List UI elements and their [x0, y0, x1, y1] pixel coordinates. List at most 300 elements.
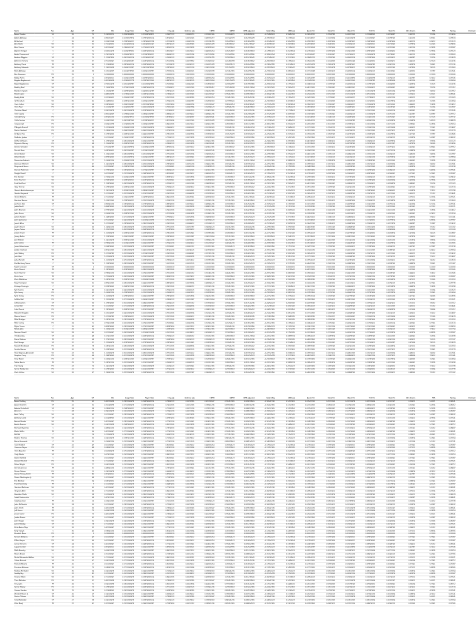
table-cell: C — [34, 553, 54, 556]
table-cell: 0.0805412 — [315, 500, 335, 503]
table-cell: SF — [34, 202, 54, 205]
table-cell: 0.95012365 — [215, 427, 235, 430]
table-cell: -0.19125478 — [255, 206, 275, 209]
table-cell: 0.03241236 — [295, 282, 315, 285]
row-label: Derrick Rose — [14, 149, 34, 152]
table-cell: 0.02212365 — [295, 440, 315, 443]
table-cell: 0.0236874 — [375, 183, 395, 186]
table-cell: 0.009987456 — [235, 503, 255, 506]
table-cell: 0.7874563 — [155, 467, 175, 470]
table-cell: 0.011012365 — [235, 123, 255, 126]
table-cell: 0.13012365 — [355, 130, 375, 133]
table-cell: 0.1025412 — [315, 490, 335, 493]
table-cell: 7.5012 — [416, 226, 436, 229]
table-cell: 0.18012365478 — [134, 222, 154, 225]
row-label: OG Anunoby — [14, 335, 34, 338]
table-cell: 0.41236547 — [195, 513, 215, 516]
table-cell: 0.1327412 — [315, 163, 335, 166]
table-cell: 0.53012365 — [195, 362, 215, 365]
table-cell: 4.9874 — [416, 417, 436, 420]
table-cell: 0.1654789 — [275, 40, 295, 43]
table-cell: 0.52541236 — [195, 199, 215, 202]
table-cell: 79 — [74, 169, 94, 172]
table-cell: 0.35412 — [396, 596, 416, 599]
row-label: Jonas Valanciunas — [14, 246, 34, 249]
table-cell: 0.99874563 — [94, 209, 114, 212]
table-cell: 0.48874 — [396, 262, 416, 265]
table-cell: 0.09987 — [436, 47, 456, 50]
table-cell: 1.13254789 — [94, 90, 114, 93]
table-cell: 0.0035874 — [175, 206, 195, 209]
table-cell: 27 — [54, 103, 74, 106]
table-cell: 7.5874 — [416, 139, 436, 142]
table-cell: 0.0230874 — [375, 232, 395, 235]
table-cell: 32 — [54, 216, 74, 219]
table-cell: 0.11023 — [436, 183, 456, 186]
table-cell: 60 — [74, 255, 94, 258]
table-cell: 47 — [74, 232, 94, 235]
table-cell: 0.09321 — [436, 460, 456, 463]
table-cell: 34 — [54, 322, 74, 325]
table-cell: PG — [34, 365, 54, 368]
table-cell: 0.1587456 — [275, 43, 295, 46]
table-cell: 0.0018745 — [175, 400, 195, 403]
table-cell: 7.4365 — [416, 295, 436, 298]
row-label: Jevon Carter — [14, 513, 34, 516]
table-cell: 0.1238745 — [315, 285, 335, 288]
table-cell: 26 — [54, 289, 74, 292]
table-cell: 1.21456398 — [215, 60, 235, 63]
table-cell: 0.1336541 — [315, 86, 335, 89]
table-cell: 0.1712365478 — [114, 305, 134, 308]
table-cell: -0.21241236 — [255, 252, 275, 255]
table-cell: 0.1826541 — [275, 209, 295, 212]
table-cell: 1.25874563 — [215, 252, 235, 255]
table-cell: 0.17874563214 — [134, 450, 154, 453]
table-cell: 0.39012 — [396, 460, 416, 463]
table-cell: 0.91236547 — [94, 332, 114, 335]
table-cell: 0.02487456 — [295, 487, 315, 490]
table-cell: 7.0874 — [416, 209, 436, 212]
table-cell: 0.0156541 — [375, 583, 395, 586]
table-cell: 72 — [74, 457, 94, 460]
table-cell: 0.1725412 — [275, 156, 295, 159]
table-cell: 0.98541236 — [94, 242, 114, 245]
table-cell: 0.15874563214 — [134, 404, 154, 407]
table-cell: 0.09123654 — [355, 400, 375, 403]
table-cell: 0.2812365478 — [114, 163, 134, 166]
table-cell: 0.2541236987 — [114, 236, 134, 239]
table-cell: 0.03725412 — [295, 289, 315, 292]
table-cell: 0.12387456 — [355, 285, 375, 288]
table-cell: 1.32874563 — [215, 216, 235, 219]
table-cell: 0.04563214 — [335, 70, 355, 73]
row-label: Jakob Poeltl — [14, 206, 34, 209]
table-cell: 0.1832145 — [275, 305, 295, 308]
table-cell: 0.10921 — [436, 299, 456, 302]
table-cell: 23 — [54, 556, 74, 559]
table-cell: 0.0051987 — [175, 226, 195, 229]
table-cell: 0.05212365 — [335, 328, 355, 331]
table-cell: 0.2032145 — [275, 229, 295, 232]
table-cell: 0.87456321 — [94, 546, 114, 549]
row-label: Jimmy Butler — [14, 236, 34, 239]
table-cell: 0.04587456 — [335, 199, 355, 202]
table-cell: 0.09254123 — [355, 136, 375, 139]
table-cell: 0.11324 — [436, 229, 456, 232]
row-label: Donovan Mitchell — [14, 163, 34, 166]
table-cell: -0.22874563 — [255, 67, 275, 70]
table-cell: SF — [34, 90, 54, 93]
table-cell: 0.010654123 — [235, 457, 255, 460]
table-cell: 0.0016541 — [175, 430, 195, 433]
table-cell: 31 — [54, 166, 74, 169]
table-cell: 0.8412365 — [155, 149, 175, 152]
table-cell: 0.0018745 — [175, 579, 195, 582]
table-cell: 0.0171236 — [375, 123, 395, 126]
table-cell: 0.0991236 — [315, 450, 335, 453]
table-cell: 0.50874563 — [195, 83, 215, 86]
table-cell: 0.34412 — [396, 543, 416, 546]
table-cell: 0.53654123 — [195, 368, 215, 371]
table-cell: 0.014598745 — [235, 315, 255, 318]
row-label: Rodney McGruder — [14, 569, 34, 572]
table-cell: 0.2012365478 — [114, 444, 134, 447]
table-cell: 7.3214 — [416, 57, 436, 60]
table-cell: 1.06541236 — [94, 159, 114, 162]
table-cell: 0.16541236987 — [134, 123, 154, 126]
table-cell: 0.1845236 — [275, 33, 295, 36]
table-cell: 0.03412563 — [335, 50, 355, 53]
table-cell: 0.0159874 — [375, 120, 395, 123]
table-cell: 0.13401236 — [355, 355, 375, 358]
table-cell: 1.24541236 — [215, 242, 235, 245]
table-cell: 0.1398745 — [275, 497, 295, 500]
table-cell: 0.03125478 — [335, 93, 355, 96]
table-cell: 0.08632 — [436, 503, 456, 506]
table-cell: 0.25874563214 — [134, 259, 154, 262]
table-cell: 0.0188745 — [375, 249, 395, 252]
table-cell: 0.26412365987 — [134, 295, 154, 298]
table-cell: 0.04187456 — [295, 365, 315, 368]
table-cell: 0.08674 — [436, 493, 456, 496]
table-cell: -0.22012365 — [255, 159, 275, 162]
table-cell: 26 — [54, 533, 74, 536]
table-cell: 26 — [54, 202, 74, 205]
table-cell: 29 — [54, 96, 74, 99]
table-cell: 66 — [74, 289, 94, 292]
table-cell: 0.1972365 — [275, 216, 295, 219]
table-cell: C — [34, 325, 54, 328]
table-cell: 0.04698745 — [335, 362, 355, 365]
table-cell: 0.0987456 — [315, 173, 335, 176]
table-cell: 0.51365 — [396, 269, 416, 272]
table-cell: 0.09721 — [436, 206, 456, 209]
table-cell: 65 — [74, 216, 94, 219]
table-cell: 0.9712365 — [155, 586, 175, 589]
table-cell: 0.03125478 — [335, 506, 355, 509]
table-cell: 1.13874563 — [215, 249, 235, 252]
table-cell: 27 — [54, 338, 74, 341]
table-cell: 1.35874123 — [215, 63, 235, 66]
table-cell: 0.1712365478 — [114, 506, 134, 509]
table-cell: -0.16542136 — [255, 506, 275, 509]
table-cell: -0.22312365 — [255, 345, 275, 348]
table-cell: 0.13987456 — [355, 269, 375, 272]
table-cell: 0.012987456 — [235, 325, 255, 328]
table-cell: 1.15412365 — [215, 206, 235, 209]
table-cell: 0.03654120 — [295, 33, 315, 36]
table-cell: -0.22741236 — [255, 342, 275, 345]
table-cell: 24 — [54, 90, 74, 93]
table-cell: 55 — [74, 503, 94, 506]
table-cell: 0.19412365987 — [134, 272, 154, 275]
table-cell: 0.04254123 — [295, 239, 315, 242]
table-cell: SF — [34, 543, 54, 546]
table-cell: 0.1912365 — [275, 348, 295, 351]
table-cell: 0.04187456 — [295, 189, 315, 192]
table-cell: 0.02541236 — [295, 400, 315, 403]
table-cell: PG — [34, 322, 54, 325]
table-cell: 0.08632 — [436, 136, 456, 139]
table-cell: 0.0912365 — [315, 93, 335, 96]
table-cell: 0.25012365478 — [134, 345, 154, 348]
table-cell: 7.1412 — [416, 255, 436, 258]
table-cell: 0.03954123 — [295, 232, 315, 235]
table-cell: 0.0000000 — [315, 265, 335, 268]
table-cell: 0.12654123 — [355, 70, 375, 73]
table-cell: 0.0018012 — [175, 497, 195, 500]
table-cell: 26 — [54, 328, 74, 331]
table-cell: 19 — [54, 50, 74, 53]
table-cell: 0.10412 — [436, 103, 456, 106]
table-cell: 0.0847412 — [315, 553, 335, 556]
table-cell: 0.02841236 — [295, 480, 315, 483]
table-cell: 0.0210365 — [375, 103, 395, 106]
table-cell: 0.09874563 — [355, 50, 375, 53]
table-cell: SF — [34, 516, 54, 519]
table-cell: 0.006874563 — [235, 434, 255, 437]
table-cell: 0.011123654 — [235, 480, 255, 483]
table-cell: 0.1612365478 — [114, 434, 134, 437]
table-cell: -0.16412365 — [255, 427, 275, 430]
table-cell: 0.97412365 — [215, 493, 235, 496]
table-cell: 0.21412365987 — [134, 192, 154, 195]
table-cell: 0.52874563 — [195, 292, 215, 295]
table-cell: 0.19874512365 — [134, 80, 154, 83]
table-cell: 0.02154123 — [295, 417, 315, 420]
table-cell: 29 — [54, 249, 74, 252]
table-cell: -0.22712365 — [255, 295, 275, 298]
table-cell: 0.96541236 — [94, 212, 114, 215]
table-row — [14, 603, 476, 606]
table-cell: 0.011123654 — [235, 149, 255, 152]
table-cell: 0.07541236 — [355, 593, 375, 596]
table-cell: 0.1912365 — [275, 130, 295, 133]
table-cell: 0.09123654 — [355, 596, 375, 599]
table-cell: 0.39874 — [396, 176, 416, 179]
table-cell: 0.12365478 — [94, 434, 114, 437]
table-cell: 0.1812365478 — [114, 325, 134, 328]
table-cell: 0.41745 — [396, 116, 416, 119]
table-cell: 0.07012 — [436, 434, 456, 437]
table-cell: 0.0173214 — [375, 149, 395, 152]
table-cell: 0.9654123 — [155, 186, 175, 189]
table-cell: 0.09321 — [436, 556, 456, 559]
table-cell: 0.11456398 — [355, 473, 375, 476]
table-cell: 0.1265412 — [315, 199, 335, 202]
table-cell: 0.04125896 — [335, 546, 355, 549]
table-cell: 0.0174125 — [375, 490, 395, 493]
table-cell: 0.37012 — [396, 447, 416, 450]
row-label: Kelly Olynyk — [14, 530, 34, 533]
table-cell: 0.03254789 — [295, 473, 315, 476]
table-cell: 0.09893 — [436, 325, 456, 328]
table-cell: 0.08541 — [436, 596, 456, 599]
table-cell: 0.11512 — [436, 302, 456, 305]
table-cell: 0.23874563214 — [134, 285, 154, 288]
table-cell: 0.53214789 — [195, 57, 215, 60]
table-cell: 0.10198 — [436, 166, 456, 169]
table-cell: 0.09254123 — [355, 503, 375, 506]
table-cell: 0.31412365987 — [134, 308, 154, 311]
table-cell: 0.1523654 — [275, 50, 295, 53]
row-label: Kyrie Irving — [14, 295, 34, 298]
table-cell: 0.1254123 — [315, 126, 335, 129]
table-cell: 0.00000 — [396, 73, 416, 76]
table-cell: 0.10187 — [436, 179, 456, 182]
table-cell: 0.38541 — [396, 510, 416, 513]
table-cell: 0.0912365 — [315, 513, 335, 516]
table-cell: 0.0140125 — [375, 603, 395, 606]
table-cell: 0.1065412 — [315, 176, 335, 179]
table-cell: 0.0133654 — [375, 569, 395, 572]
table-cell: 32 — [74, 282, 94, 285]
table-cell: 0.22012365478 — [134, 159, 154, 162]
table-cell: 0.1395412 — [315, 302, 335, 305]
table-cell: 0.30874 — [396, 437, 416, 440]
row-label: Keita Bates-Diop — [14, 526, 34, 529]
table-cell: SG — [34, 420, 54, 423]
table-cell: 0.7054123 — [155, 569, 175, 572]
column-header: OBPM — [195, 397, 215, 400]
table-cell: 0.03765412 — [295, 100, 315, 103]
table-cell: 0.0162365 — [375, 566, 395, 569]
table-cell: 0.09432 — [436, 176, 456, 179]
table-cell: PG — [34, 149, 54, 152]
table-cell: 0.1681236 — [275, 249, 295, 252]
table-cell: 0.08654123 — [355, 520, 375, 523]
table-cell: 0.48012 — [396, 352, 416, 355]
table-cell: 0.03912365 — [295, 348, 315, 351]
table-cell: 0.03612365 — [335, 480, 355, 483]
table-cell: 0.34412 — [396, 487, 416, 490]
table-cell: 7.1874 — [416, 199, 436, 202]
table-cell: 24 — [54, 242, 74, 245]
table-cell: 5.1874 — [416, 407, 436, 410]
table-cell: 0.19012365478 — [134, 292, 154, 295]
table-cell: -0.22145632 — [255, 57, 275, 60]
table-cell: -0.17012365 — [255, 583, 275, 586]
table-cell: 0.9536214 — [155, 70, 175, 73]
table-cell: 0.08965 — [436, 530, 456, 533]
table-cell: 0.017254123 — [235, 269, 255, 272]
table-cell: 0.1332145 — [315, 226, 335, 229]
table-cell: 0.09541236 — [355, 120, 375, 123]
table-cell: 0.8236541 — [155, 536, 175, 539]
table-cell: 0.1785412 — [275, 60, 295, 63]
table-cell: 0.09087 — [436, 563, 456, 566]
table-cell: 0.009874563 — [235, 513, 255, 516]
table-cell: 0.47412 — [396, 586, 416, 589]
table-cell: 79 — [74, 249, 94, 252]
table-cell: 0.32874 — [396, 410, 416, 413]
row-label: Aaron Nesmith — [14, 404, 34, 407]
table-cell: 0.0987456 — [315, 444, 335, 447]
table-cell: 0.1512365478 — [114, 473, 134, 476]
table-cell: 0.1187456 — [315, 47, 335, 50]
table-cell: 0.11456398 — [355, 77, 375, 80]
table-cell: 0.017412365 — [235, 239, 255, 242]
table-cell: 0.3587412365 — [114, 308, 134, 311]
table-cell: 1.31541236 — [215, 352, 235, 355]
table-cell: 5.9541 — [416, 444, 436, 447]
table-cell: 0.04741236 — [335, 345, 355, 348]
table-cell: 0.9912365 — [155, 226, 175, 229]
table-cell: 0.03987412 — [295, 163, 315, 166]
table-cell: 0.13454123 — [355, 139, 375, 142]
table-cell: 0.1523654 — [275, 173, 295, 176]
table-cell: 0.16874123654 — [134, 93, 154, 96]
table-cell: 0.1321456 — [315, 236, 335, 239]
table-cell: 0.014365412 — [235, 222, 255, 225]
table-cell: 62 — [74, 543, 94, 546]
table-cell: 0.0036521 — [175, 473, 195, 476]
table-cell: 0.13954123 — [355, 302, 375, 305]
table-cell: 6.7125 — [416, 116, 436, 119]
table-cell: 0.48541 — [396, 86, 416, 89]
table-cell: 4.6125 — [416, 483, 436, 486]
table-cell: 0.53412365 — [195, 345, 215, 348]
table-cell: 0.0215412 — [375, 289, 395, 292]
table-cell: 0.12541236 — [355, 126, 375, 129]
table-cell: 0.03612365 — [335, 149, 355, 152]
table-cell: 0.0012012 — [175, 553, 195, 556]
table-cell: 26 — [54, 206, 74, 209]
table-cell: PF — [34, 289, 54, 292]
table-cell: 6.9874 — [416, 47, 436, 50]
table-cell: 0.96874563 — [215, 516, 235, 519]
table-cell: 0.50145632 — [195, 60, 215, 63]
table-cell: 0.010512365 — [235, 530, 255, 533]
table-cell: 40 — [74, 86, 94, 89]
table-cell: 6.1874 — [416, 556, 436, 559]
table-cell: 0.08123654 — [355, 569, 375, 572]
row-label: Adam Adebayo — [14, 37, 34, 40]
table-cell: SF — [34, 526, 54, 529]
table-cell: 0.08945632 — [355, 420, 375, 423]
table-cell: 0.39412 — [396, 275, 416, 278]
table-cell: 65 — [74, 183, 94, 186]
column-header: Estimate — [456, 30, 476, 33]
table-cell: 0.41236547 — [94, 430, 114, 433]
table-cell: 0.04187456 — [335, 146, 355, 149]
table-cell: SF — [34, 236, 54, 239]
table-cell: 0.0038745 — [175, 96, 195, 99]
table-cell: PF — [34, 589, 54, 592]
table-cell: 0.15412365987 — [134, 483, 154, 486]
table-cell: 0.08341 — [436, 430, 456, 433]
